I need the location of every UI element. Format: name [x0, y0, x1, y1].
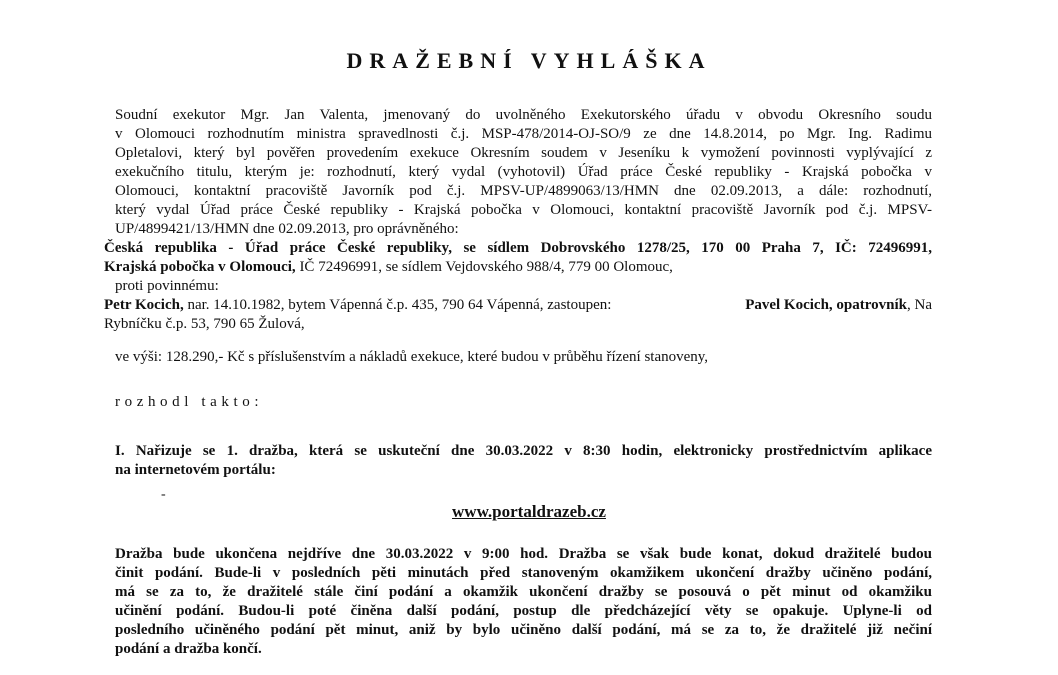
end-line: podání a dražba končí.: [115, 641, 262, 657]
intro-line: UP/4899421/13/HMN dne 02.09.2013, pro oprávněného:: [115, 221, 459, 237]
amount-line: ve výši: 128.290,- Kč s příslušenstvím a nákladů exekuce, které budou v průběhu řízení stanoveny,: [115, 349, 709, 365]
debtor-line: [104, 296, 932, 314]
end-line: má se za to, že dražitelé stále činí podání a okamžik ukončení dražby se posouvá o pět minut od okamžiku: [115, 584, 932, 600]
end-line: činit podání. Bude-li v posledních pěti minutách před stanoveným okamžikem ukončení dražby učiněno podání,: [115, 565, 932, 581]
debtor-details: nar. 14.10.1982, bytem Vápenná č.p. 435, 790 64 Vápenná, zastoupen:: [183, 297, 616, 313]
document-title: DRAŽEBNÍ VYHLÁŠKA: [346, 48, 712, 73]
intro-line: Opletalovi, který byl pověřen provedením exekuce Okresním soudem v Jeseníku k vymožení povinnosti vyplývající z: [115, 145, 932, 161]
end-line: Dražba bude ukončena nejdříve dne 30.03.2022 v 9:00 hod. Dražba se však bude konat, dokud dražitelé budou: [115, 546, 932, 562]
end-line: učinění podání. Budou-li poté činěna další podání, postup dle předcházející věty se opakuje. Uplyne-li od: [115, 603, 932, 619]
debtor-name: Petr Kocich,: [104, 297, 184, 313]
debtor-representative: Pavel Kocich, opatrovník: [745, 297, 907, 313]
creditor-branch: Krajská pobočka v Olomouci,: [104, 259, 296, 275]
decided-label: rozhodl takto:: [115, 394, 264, 410]
portal-link[interactable]: www.portaldrazeb.cz: [452, 502, 606, 521]
intro-line: který vydal Úřad práce České republiky - Krajská pobočka v Olomouci, kontaktní pracoviště Javorník pod č.j. MPSV-: [115, 202, 932, 218]
end-line: posledního učiněného podání pět minut, aniž by bylo učiněno další podání, má se za to, že dražitelé již nečiní: [115, 622, 932, 638]
intro-line: Olomouci, kontaktní pracoviště Javorník pod č.j. MPSV-UP/4899063/13/HMN dne 02.09.2013, a dále: rozhodnutí,: [115, 183, 932, 199]
order-line: I. Nařizuje se 1. dražba, která se uskuteční dne 30.03.2022 v 8:30 hodin, elektronicky prostřednictvím aplikace: [115, 443, 932, 459]
creditor-line: Česká republika - Úřad práce České republiky, se sídlem Dobrovského 1278/25, 170 00 Praha 7, IČ: 72496991,: [104, 240, 932, 256]
debtor-line: Rybníčku č.p. 53, 790 65 Žulová,: [104, 316, 305, 332]
against-label: proti povinnému:: [115, 278, 219, 294]
intro-line: exekučního titulu, kterým je: rozhodnutí, který vydal (vyhotovil) Úřad práce České republiky - Krajská pobočka v: [115, 164, 932, 180]
intro-line: v Olomouci rozhodnutím ministra spravedlnosti č.j. MSP-478/2014-OJ-SO/9 ze dne 14.8.2014, po Mgr. Ing. Radimu: [115, 126, 932, 142]
creditor-details: IČ 72496991, se sídlem Vejdovského 988/4, 779 00 Olomouc,: [295, 259, 673, 275]
intro-line: Soudní exekutor Mgr. Jan Valenta, jmenovaný do uvolněného Exekutorského úřadu v obvodu Okresního soudu: [115, 107, 932, 123]
list-dash: -: [161, 487, 166, 502]
debtor-details-end: , Na: [907, 297, 932, 313]
order-line: na internetovém portálu:: [115, 462, 276, 478]
creditor-line: [104, 258, 673, 276]
